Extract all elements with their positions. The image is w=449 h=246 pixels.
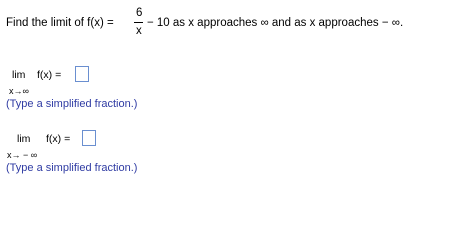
limit-subscript-2: x→ − ∞: [7, 150, 38, 160]
fraction-numerator: 6: [136, 7, 143, 19]
limit-word-2: lim: [17, 133, 31, 145]
limit-expression-2: f(x) =: [46, 133, 71, 145]
answer-input-2[interactable]: [82, 130, 96, 146]
hint-text-2: (Type a simplified fraction.): [6, 162, 138, 174]
question-prefix: Find the limit of f(x) =: [6, 17, 114, 29]
fraction-denominator: x: [136, 25, 142, 37]
limit-expression-1: f(x) =: [37, 69, 62, 81]
limit-word-1: lim: [12, 69, 26, 81]
fraction-bar: [134, 22, 143, 23]
limit-subscript-1: x→∞: [9, 86, 29, 96]
answer-input-1[interactable]: [75, 66, 89, 82]
question-suffix: − 10 as x approaches ∞ and as x approaches − ∞.: [147, 17, 404, 29]
hint-text-1: (Type a simplified fraction.): [6, 98, 138, 110]
